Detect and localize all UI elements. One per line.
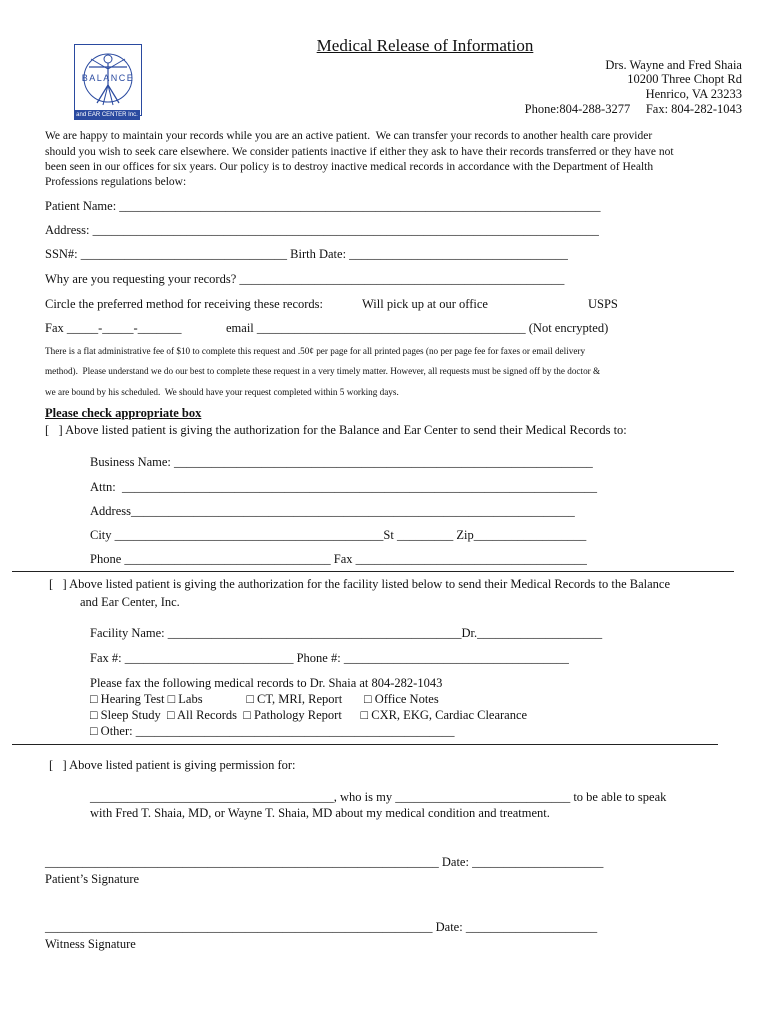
witness-signature-label: Witness Signature — [45, 937, 136, 951]
business-name-field[interactable]: Business Name: ___________________________________________________________________ — [90, 455, 593, 469]
intro-line: should you wish to seek care elsewhere. We consider patients inactive if either they ask to have their records transferred or they have not — [45, 146, 674, 158]
section-heading: Please check appropriate box — [45, 406, 202, 420]
divider — [12, 571, 734, 572]
fee-note-line: we are bound by his scheduled. We should have your request completed within 5 working days. — [45, 387, 399, 397]
patient-signature-label: Patient’s Signature — [45, 872, 140, 886]
method-usps-option[interactable]: USPS — [588, 297, 618, 311]
phone-fax-field[interactable]: Phone _________________________________ Fax _____________________________________ — [90, 552, 587, 566]
records-other-field[interactable]: □ Other: ___________________________________________________ — [90, 724, 455, 738]
divider — [12, 744, 718, 745]
option1-checkbox[interactable]: [ ] Above listed patient is giving the authorization for the Balance and Ear Center to send their Medical Records to: — [45, 423, 627, 437]
fee-note-line: method). Please understand we do our best to complete these request in a very timely matter. However, all requests must be signed off by the doctor & — [45, 366, 601, 376]
business-address-field[interactable]: Address_______________________________________________________________________ — [90, 504, 575, 518]
logo-word: BALANCE — [81, 73, 135, 83]
fax-instruction: Please fax the following medical records to Dr. Shaia at 804-282-1043 — [90, 676, 443, 690]
balance-logo — [74, 44, 142, 116]
records-checkbox-row[interactable]: □ Hearing Test □ Labs □ CT, MRI, Report □ Office Notes — [90, 692, 439, 706]
intro-line: We are happy to maintain your records while you are an active patient. We can transfer your records to another health care provider — [45, 130, 653, 142]
header-city: Henrico, VA 23233 — [645, 87, 742, 101]
reason-field[interactable]: Why are you requesting your records? ____________________________________________________ — [45, 272, 565, 286]
header-phone-fax: Phone:804-288-3277 Fax: 804-282-1043 — [524, 102, 742, 116]
witness-signature-field[interactable]: ______________________________________________________________ Date: _____________________ — [45, 920, 598, 934]
patient-name-field[interactable]: Patient Name: _____________________________________________________________________________ — [45, 199, 601, 213]
page-title: Medical Release of Information — [316, 36, 534, 55]
address-field[interactable]: Address: _________________________________________________________________________________ — [45, 223, 599, 237]
attn-field[interactable]: Attn: ____________________________________________________________________________ — [90, 480, 597, 494]
patient-signature-field[interactable]: _______________________________________________________________ Date: _____________________ — [45, 855, 604, 869]
permission-text: with Fred T. Shaia, MD, or Wayne T. Shaia, MD about my medical condition and treatment. — [90, 806, 550, 820]
option2-text: and Ear Center, Inc. — [80, 595, 180, 609]
intro-line: been seen in our offices for six years. Our policy is to destroy inactive medical records in accordance with the Department of Health — [45, 161, 654, 173]
records-checkbox-row[interactable]: □ Sleep Study □ All Records □ Pathology Report □ CXR, EKG, Cardiac Clearance — [90, 708, 528, 722]
intro-line: Professions regulations below: — [45, 176, 187, 188]
method-label: Circle the preferred method for receiving these records: — [45, 297, 323, 311]
permission-person-field[interactable]: _______________________________________, who is my ____________________________ to be able to speak — [90, 790, 667, 804]
header-doctors: Drs. Wayne and Fred Shaia — [605, 58, 742, 72]
option3-checkbox[interactable]: [ ] Above listed patient is giving permission for: — [49, 758, 296, 772]
method-pickup-option[interactable]: Will pick up at our office — [362, 297, 488, 311]
email-field[interactable]: email ___________________________________________ (Not encrypted) — [226, 321, 609, 335]
logo-caption: and EAR CENTER Inc. — [74, 110, 140, 120]
header-street: 10200 Three Chopt Rd — [627, 72, 742, 86]
vitruvian-figure-icon — [75, 45, 141, 111]
option2-checkbox[interactable]: [ ] Above listed patient is giving the authorization for the facility listed below to send their Medical Records to the Balance — [49, 577, 671, 591]
fax-field[interactable]: Fax _____-_____-_______ — [45, 321, 182, 335]
city-state-zip-field[interactable]: City ___________________________________________St _________ Zip__________________ — [90, 528, 587, 542]
facility-fax-phone-field[interactable]: Fax #: ___________________________ Phone #: ____________________________________ — [90, 651, 569, 665]
facility-name-field[interactable]: Facility Name: _______________________________________________Dr.____________________ — [90, 626, 603, 640]
fee-note-line: There is a flat administrative fee of $10 to complete this request and .50¢ per page for all printed pages (no per page fee for faxes or email delivery — [45, 346, 586, 356]
ssn-birthdate-field[interactable]: SSN#: _________________________________ Birth Date: ___________________________________ — [45, 247, 568, 261]
